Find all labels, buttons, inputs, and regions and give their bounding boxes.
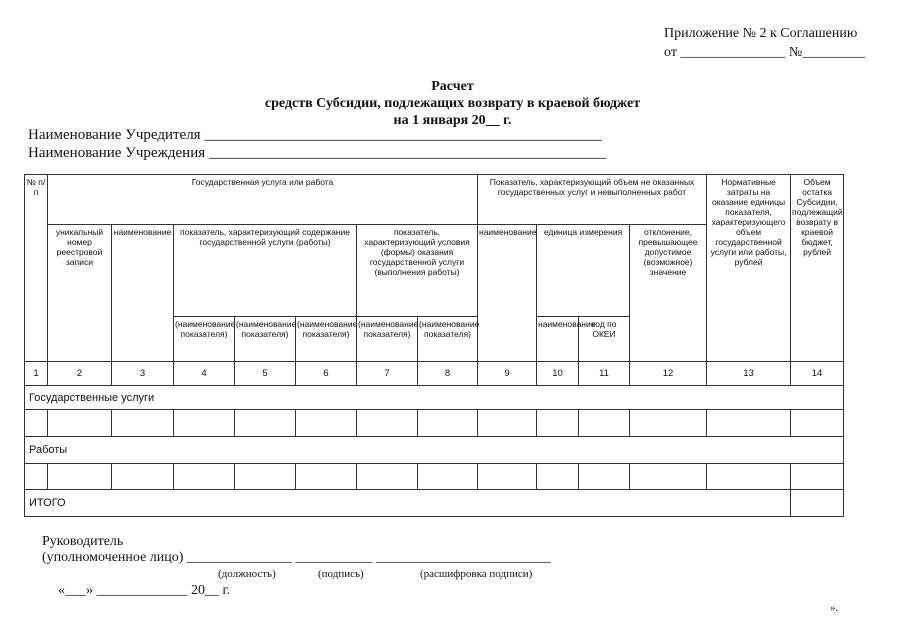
- document-title: [0, 78, 905, 129]
- header-indicator-name-8: (наименование показателя): [418, 317, 478, 362]
- table-cell[interactable]: [478, 464, 537, 490]
- caption-signature: (подпись): [318, 568, 364, 580]
- header-unit-of-measure: единица измерения: [537, 225, 630, 317]
- header-okei-code: код по ОКЕИ: [579, 317, 630, 362]
- header-indicator-name: наименование: [478, 225, 537, 362]
- table-cell[interactable]: [174, 464, 235, 490]
- table-cell[interactable]: [579, 464, 630, 490]
- table-cell[interactable]: [48, 410, 112, 437]
- column-number: 3: [112, 362, 174, 386]
- table-cell[interactable]: [357, 464, 418, 490]
- section-works: Работы: [25, 437, 844, 464]
- table-cell[interactable]: [235, 464, 296, 490]
- table-cell[interactable]: [296, 410, 357, 437]
- header-indicator-name-4: (наименование показателя): [174, 317, 235, 362]
- column-number: 5: [235, 362, 296, 386]
- table-cell[interactable]: [174, 410, 235, 437]
- table-cell[interactable]: [112, 464, 174, 490]
- header-content-indicator: показатель, характеризующий содержание государственной услуги (работы): [174, 225, 357, 317]
- column-number: 1: [25, 362, 48, 386]
- header-conditions-indicator: показатель, характеризующий условия (формы) оказания государственной услуги (выполнения работы): [357, 225, 478, 317]
- table-cell[interactable]: [357, 410, 418, 437]
- signature-head-label: Руководитель: [42, 534, 124, 549]
- header-unit-name: наименование: [537, 317, 579, 362]
- table-cell[interactable]: [707, 464, 791, 490]
- caption-decoding: (расшифровка подписи): [420, 568, 533, 580]
- signature-person-line[interactable]: (уполномоченное лицо) _______________ ___________ _________________________: [42, 550, 551, 565]
- header-indicator-name-6: (наименование показателя): [296, 317, 357, 362]
- table-cell[interactable]: [418, 410, 478, 437]
- column-number: 8: [418, 362, 478, 386]
- header-subsidy-balance: Объем остатка Субсидии, подлежащий возврату в краевой бюджет, рублей: [791, 175, 844, 362]
- column-number: 12: [630, 362, 707, 386]
- column-number: 14: [791, 362, 844, 386]
- header-name: наименование: [112, 225, 174, 362]
- calculation-table: [24, 174, 844, 517]
- table-cell[interactable]: [630, 410, 707, 437]
- appendix-title: Приложение № 2 к Соглашению: [664, 26, 858, 41]
- header-deviation: отклонение, превышающее допустимое (возможное) значение: [630, 225, 707, 362]
- table-cell[interactable]: [418, 464, 478, 490]
- institution-field[interactable]: Наименование Учреждения _____________________________________________________: [28, 145, 607, 161]
- header-unrendered-indicator: Показатель, характеризующий объем не оказанных государственных услуг и невыполненных работ: [478, 175, 707, 225]
- column-number: 7: [357, 362, 418, 386]
- column-number: 9: [478, 362, 537, 386]
- table-cell[interactable]: [707, 410, 791, 437]
- header-unique-number: уникальный номер реестровой записи: [48, 225, 112, 362]
- founder-field[interactable]: Наименование Учредителя _____________________________________________________: [28, 127, 602, 143]
- table-cell[interactable]: [235, 410, 296, 437]
- table-cell[interactable]: [296, 464, 357, 490]
- table-cell[interactable]: [537, 410, 579, 437]
- title-line-2: средств Субсидии, подлежащих возврату в краевой бюджет: [264, 96, 641, 111]
- table-cell[interactable]: [791, 464, 844, 490]
- column-number: 13: [707, 362, 791, 386]
- header-service-or-work: Государственная услуга или работа: [48, 175, 478, 225]
- title-line-3: на 1 января 20__ г.: [393, 113, 512, 128]
- table-row: [25, 410, 844, 437]
- header-normative-costs: Нормативные затраты на оказание единицы показателя, характеризующего объем государственной услуги или работы, рублей: [707, 175, 791, 362]
- total-value-cell[interactable]: [791, 490, 844, 517]
- appendix-header: [664, 24, 865, 62]
- table-cell[interactable]: [579, 410, 630, 437]
- table-cell[interactable]: [537, 464, 579, 490]
- column-number: 10: [537, 362, 579, 386]
- signature-date[interactable]: «___» _____________ 20__ г.: [58, 583, 231, 598]
- title-line-1: Расчет: [431, 79, 474, 94]
- table-cell[interactable]: [791, 410, 844, 437]
- closing-mark: ».: [830, 602, 839, 614]
- column-number: 4: [174, 362, 235, 386]
- caption-position: (должность): [218, 568, 276, 580]
- header-row-number: № п/п: [25, 175, 48, 362]
- column-number: 2: [48, 362, 112, 386]
- table-row: [25, 464, 844, 490]
- total-label: ИТОГО: [25, 490, 791, 517]
- table-cell[interactable]: [630, 464, 707, 490]
- table-cell[interactable]: [48, 464, 112, 490]
- table-cell[interactable]: [478, 410, 537, 437]
- appendix-date-number: от _______________ №_________: [664, 45, 866, 60]
- header-indicator-name-7: (наименование показателя): [357, 317, 418, 362]
- column-number: 6: [296, 362, 357, 386]
- column-numbers-row: [25, 362, 844, 386]
- table-cell[interactable]: [112, 410, 174, 437]
- section-state-services: Государственные услуги: [25, 386, 844, 410]
- column-number: 11: [579, 362, 630, 386]
- table-cell[interactable]: [25, 464, 48, 490]
- table-cell[interactable]: [25, 410, 48, 437]
- header-indicator-name-5: (наименование показателя): [235, 317, 296, 362]
